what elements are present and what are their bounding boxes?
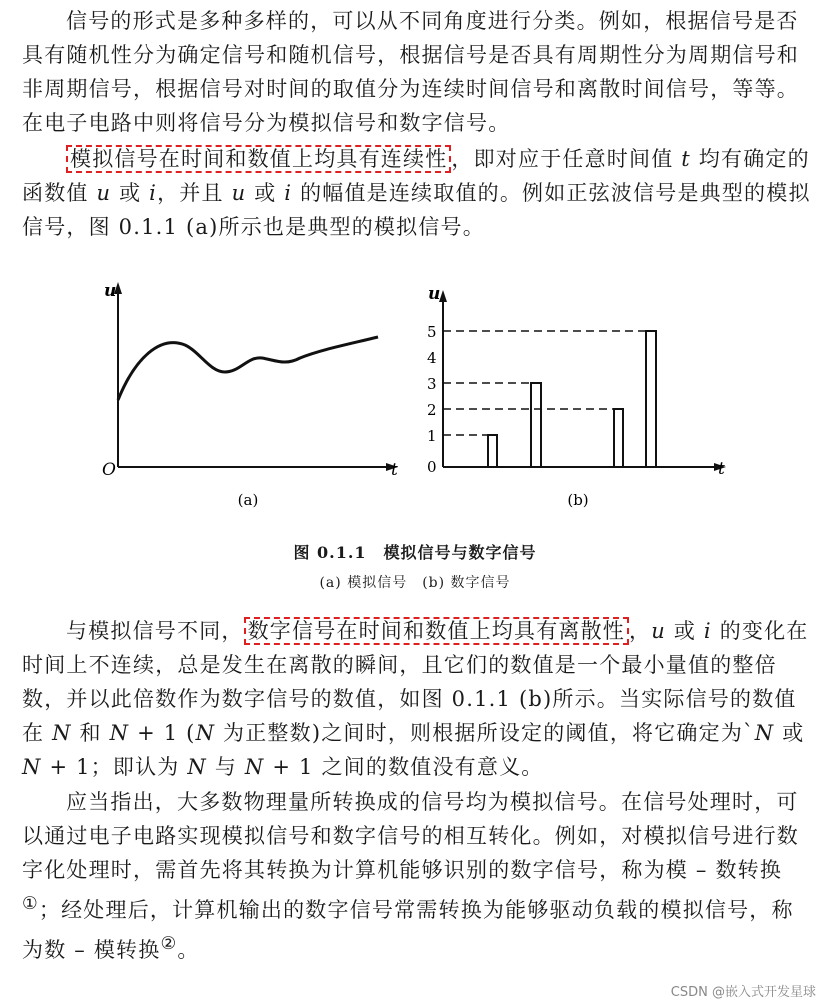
para1-text: 信号的形式是多种多样的，可以从不同角度进行分类。例如，根据信号是否具有随机性分为确定信号和随机信号，根据信号是否具有周期性分为周期信号和非周期信号，根据信号对时间的取值分为连续时间信号和离散时间信号，等等。在电子电路中则将信号分为模拟信号和数字信号。 <box>22 9 799 135</box>
paragraph-signal-classification <box>22 4 812 140</box>
tick-1: 1 <box>427 427 437 445</box>
pulse-1 <box>488 435 497 467</box>
analog-definition-highlight: 模拟信号在时间和数值上均具有连续性 <box>66 145 451 173</box>
tick-3: 3 <box>427 375 437 393</box>
tick-4: 4 <box>427 349 437 367</box>
footnote-2: ② <box>160 934 178 954</box>
digital-definition-highlight: 数字信号在时间和数值上均具有离散性 <box>244 617 629 645</box>
label-u-b: u <box>428 284 441 304</box>
footnote-1: ① <box>22 894 39 914</box>
paragraph-analog-signal: 模拟信号在时间和数值上均具有连续性 ，即对应于任意时间值 t 均有确定的函数值 u 或 i，并且 u 或 i 的幅值是连续取值的。例如正弦波信号是典型的模拟信号，图 0.1.1 (a)所示也是典型的模拟信号。 <box>22 147 811 239</box>
paragraph-digital-signal: 与模拟信号不同， 数字信号在时间和数值上均具有离散性 ，u 或 i 的变化在时间上不连续，总是发生在离散的瞬间，且它们的数值是一个最小量值的整倍数，并以此倍数作为数字信号的数值，如图 0.1.1 (b)所示。当实际信号的数值在 N 和 N + 1 (N 为正整数)之间时，则根据所设定的阈值，将它确定为`N 或 N + 1；即认为 N 与 N + 1 之间的数值没有意义。 <box>22 619 809 779</box>
figure-subcaption: (a) 模拟信号 (b) 数字信号 <box>319 575 511 591</box>
tick-2: 2 <box>427 401 437 419</box>
paragraph-conversion: 应当指出，大多数物理量所转换成的信号均为模拟信号。在信号处理时，可以通过电子电路实现模拟信号和数字信号的相互转化。例如，对模拟信号进行数字化处理时，需首先将其转换为计算机能够识别的数字信号，称为模 – 数转换①；经处理后，计算机输出的数字信号常需转换为能够驱动负载的模拟信号，称为数 – 模转换②。 <box>22 790 799 962</box>
tick-5: 5 <box>427 323 437 341</box>
label-t-b: t <box>718 459 725 479</box>
analog-curve <box>118 337 378 400</box>
figure-signals <box>0 270 830 530</box>
label-t-a: t <box>391 460 398 480</box>
pulse-3 <box>531 383 541 467</box>
label-origin: O <box>102 460 116 480</box>
pulse-2 <box>614 409 623 467</box>
watermark: CSDN @嵌入式开发星球 <box>670 985 816 1000</box>
pulse-5 <box>646 331 656 467</box>
figure-caption: 图 0.1.1 模拟信号与数字信号 <box>293 543 537 562</box>
sublabel-b: (b) <box>567 491 589 509</box>
sublabel-a: (a) <box>237 491 259 509</box>
figure-a-analog <box>102 281 398 509</box>
tick-0: 0 <box>427 458 437 476</box>
label-u-a: u <box>104 281 117 301</box>
figure-b-digital <box>427 284 726 509</box>
